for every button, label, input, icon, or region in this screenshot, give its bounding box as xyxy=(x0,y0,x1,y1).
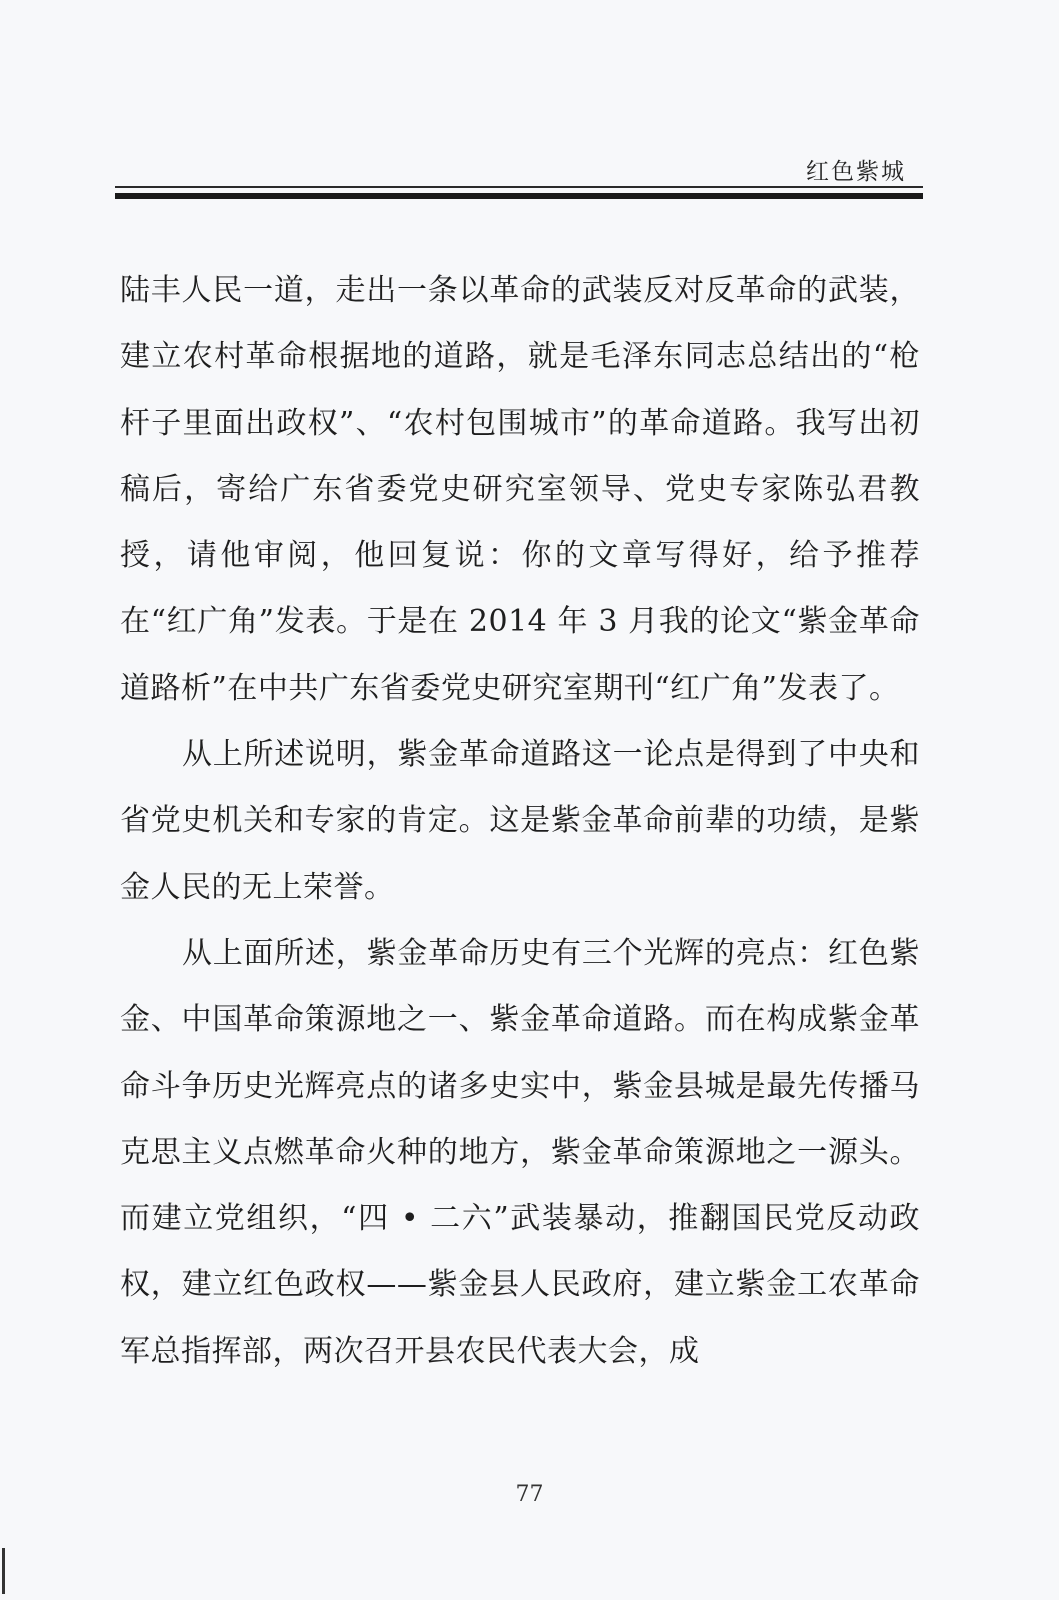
running-header-title: 红色紫城 xyxy=(806,159,906,185)
header-rule-thin xyxy=(115,186,923,188)
body-text xyxy=(120,258,920,1385)
header-rule-thick xyxy=(115,193,923,199)
paragraph-continued: 陆丰人民一道，走出一条以革命的武装反对反革命的武装，建立农村革命根据地的道路，就是毛泽东同志总结出的“枪杆子里面出政权”、“农村包围城市”的革命道路。我写出初稿后，寄给广东省委党史研究室领导、党史专家陈弘君教授，请他审阅，他回复说：你的文章写得好，给予推荐在“红广角”发表。于是在 2014 年 3 月我的论文“紫金革命道路析”在中共广东省委党史研究室期刊“红广角”发表了。 xyxy=(120,273,920,706)
page-number: 77 xyxy=(515,1482,544,1507)
scan-margin-mark xyxy=(2,1548,5,1594)
paragraph: 从上所述说明，紫金革命道路这一论点是得到了中央和省党史机关和专家的肯定。这是紫金革命前辈的功绩，是紫金人民的无上荣誉。 xyxy=(120,737,920,905)
paragraph: 从上面所述，紫金革命历史有三个光辉的亮点：红色紫金、中国革命策源地之一、紫金革命道路。而在构成紫金革命斗争历史光辉亮点的诸多史实中，紫金县城是最先传播马克思主义点燃革命火种的地方，紫金革命策源地之一源头。而建立党组织，“四 • 二六”武装暴动，推翻国民党反动政权，建立红色政权——紫金县人民政府，建立紫金工农革命军总指挥部，两次召开县农民代表大会，成 xyxy=(120,935,920,1369)
